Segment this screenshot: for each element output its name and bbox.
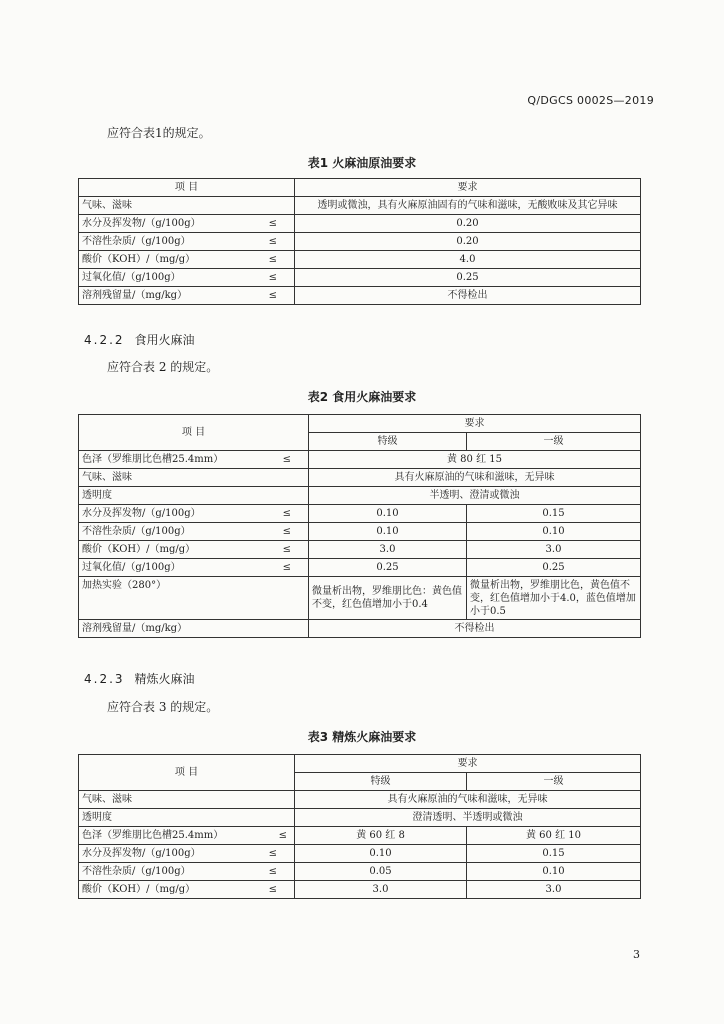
- grade-special-value: 0.10: [309, 523, 467, 541]
- table-row: [79, 827, 641, 845]
- le-operator: ≤: [268, 218, 277, 229]
- grade-special-value: 3.0: [309, 541, 467, 559]
- grade-first-value: 3.0: [467, 881, 641, 899]
- row-value: 不得检出: [309, 620, 641, 638]
- grade-special-value: 微量析出物，罗维朋比色：黄色值不变，红色值增加小于0.4: [309, 577, 467, 620]
- le-operator: ≤: [268, 236, 277, 247]
- grade-first-value: 0.15: [467, 505, 641, 523]
- row-value: 半透明、澄清或微浊: [309, 487, 641, 505]
- row-label: 不溶性杂质/（g/100g）: [82, 866, 191, 877]
- grade-special-header: 特级: [295, 773, 467, 791]
- table-row: [79, 251, 641, 269]
- le-operator: ≤: [282, 454, 291, 465]
- row-label: 气味、滋味: [82, 472, 132, 483]
- row-label: 水分及挥发物/（g/100g）: [82, 218, 201, 229]
- row-value: 具有火麻原油的气味和滋味，无异味: [295, 791, 641, 809]
- row-value: 黄 80 红 15: [309, 451, 641, 469]
- row-label: 过氧化值/（g/100g）: [82, 562, 181, 573]
- table-row: [79, 451, 641, 469]
- table-row: [79, 863, 641, 881]
- grade-first-value: 0.10: [467, 863, 641, 881]
- grade-first-header: 一级: [467, 773, 641, 791]
- grade-special-value: 0.05: [295, 863, 467, 881]
- row-value: 透明或微浊，具有火麻原油固有的气味和滋味，无酸败味及其它异味: [295, 197, 641, 215]
- table-row: [79, 197, 641, 215]
- row-value: 0.20: [295, 233, 641, 251]
- grade-first-value: 黄 60 红 10: [467, 827, 641, 845]
- table-row: [79, 559, 641, 577]
- table-row: [79, 269, 641, 287]
- section-number: 4.2.3: [84, 672, 125, 686]
- standard-code: Q/DGCS 0002S—2019: [527, 94, 654, 107]
- section-title: 精炼火麻油: [134, 672, 195, 686]
- grade-special-header: 特级: [309, 433, 467, 451]
- row-value: 0.20: [295, 215, 641, 233]
- grade-first-header: 一级: [467, 433, 641, 451]
- row-label: 色泽（罗维朋比色槽25.4mm）: [82, 830, 224, 841]
- row-label: 酸价（KOH）/（mg/g）: [82, 544, 196, 555]
- section-number: 4.2.2: [84, 333, 125, 347]
- table1: [78, 178, 641, 305]
- grade-first-value: 微量析出物，罗维朋比色，黄色值不变，红色值增加小于4.0，蓝色值增加小于0.5: [467, 577, 641, 620]
- grade-special-value: 0.10: [309, 505, 467, 523]
- table3-header-requirement: 要求: [295, 755, 641, 773]
- grade-first-value: 0.15: [467, 845, 641, 863]
- table1-caption: 表1 火麻油原油要求: [307, 156, 417, 170]
- le-operator: ≤: [282, 562, 291, 573]
- table2-header-row: [79, 415, 641, 433]
- table-row: [79, 620, 641, 638]
- le-operator: ≤: [268, 866, 277, 877]
- le-operator: ≤: [268, 254, 277, 265]
- row-label: 不溶性杂质/（g/100g）: [82, 236, 191, 247]
- table2: [78, 414, 641, 638]
- row-value: 不得检出: [295, 287, 641, 305]
- le-operator: ≤: [282, 544, 291, 555]
- row-label: 溶剂残留量/（mg/kg）: [82, 290, 188, 301]
- table-row: [79, 505, 641, 523]
- row-value: 澄清透明、半透明或微浊: [295, 809, 641, 827]
- grade-special-value: 0.10: [295, 845, 467, 863]
- le-operator: ≤: [278, 830, 287, 841]
- section-4-2-3-paragraph: 应符合表 3 的规定。: [107, 700, 219, 714]
- table3-caption: 表3 精炼火麻油要求: [307, 730, 417, 744]
- table-row: [79, 523, 641, 541]
- table2-caption: 表2 食用火麻油要求: [307, 390, 417, 404]
- row-label: 溶剂残留量/（mg/kg）: [82, 623, 188, 634]
- row-label: 透明度: [82, 490, 112, 501]
- row-label: 透明度: [82, 812, 112, 823]
- table-row: [79, 541, 641, 559]
- row-value: 0.25: [295, 269, 641, 287]
- row-label: 酸价（KOH）/（mg/g）: [82, 884, 196, 895]
- table-row: [79, 809, 641, 827]
- table1-header-row: [79, 179, 641, 197]
- row-label: 过氧化值/（g/100g）: [82, 272, 181, 283]
- section-title: 食用火麻油: [134, 333, 195, 347]
- row-value: 具有火麻原油的气味和滋味，无异味: [309, 469, 641, 487]
- table1-header-item: 项 目: [79, 179, 295, 197]
- table-row: [79, 233, 641, 251]
- row-label: 气味、滋味: [82, 200, 132, 211]
- row-label: 水分及挥发物/（g/100g）: [82, 848, 201, 859]
- intro-paragraph: 应符合表1的规定。: [107, 126, 211, 140]
- row-label: 酸价（KOH）/（mg/g）: [82, 254, 196, 265]
- le-operator: ≤: [282, 508, 291, 519]
- table-row: [79, 469, 641, 487]
- section-4-2-2-heading: [84, 331, 195, 348]
- le-operator: ≤: [268, 290, 277, 301]
- table1-header-requirement: 要求: [295, 179, 641, 197]
- section-4-2-3-heading: [84, 670, 195, 687]
- grade-special-value: 黄 60 红 8: [295, 827, 467, 845]
- row-label: 加热实验（280°）: [82, 580, 167, 591]
- page-number: 3: [633, 948, 640, 961]
- table-row: [79, 215, 641, 233]
- table-row: [79, 845, 641, 863]
- table3: [78, 754, 641, 899]
- table-row: [79, 577, 641, 620]
- grade-special-value: 0.25: [309, 559, 467, 577]
- table-row: [79, 791, 641, 809]
- table-row: [79, 487, 641, 505]
- grade-first-value: 0.10: [467, 523, 641, 541]
- grade-special-value: 3.0: [295, 881, 467, 899]
- le-operator: ≤: [268, 848, 277, 859]
- le-operator: ≤: [282, 526, 291, 537]
- row-value: 4.0: [295, 251, 641, 269]
- table2-header-requirement: 要求: [309, 415, 641, 433]
- table3-header-row: [79, 755, 641, 773]
- row-label: 水分及挥发物/（g/100g）: [82, 508, 201, 519]
- row-label: 色泽（罗维朋比色槽25.4mm）: [82, 454, 224, 465]
- le-operator: ≤: [268, 884, 277, 895]
- section-4-2-2-paragraph: 应符合表 2 的规定。: [107, 360, 219, 374]
- table3-header-item: 项 目: [79, 755, 295, 791]
- row-label: 不溶性杂质/（g/100g）: [82, 526, 191, 537]
- le-operator: ≤: [268, 272, 277, 283]
- grade-first-value: 0.25: [467, 559, 641, 577]
- row-label: 气味、滋味: [82, 794, 132, 805]
- table-row: [79, 287, 641, 305]
- grade-first-value: 3.0: [467, 541, 641, 559]
- table2-header-item: 项 目: [79, 415, 309, 451]
- table-row: [79, 881, 641, 899]
